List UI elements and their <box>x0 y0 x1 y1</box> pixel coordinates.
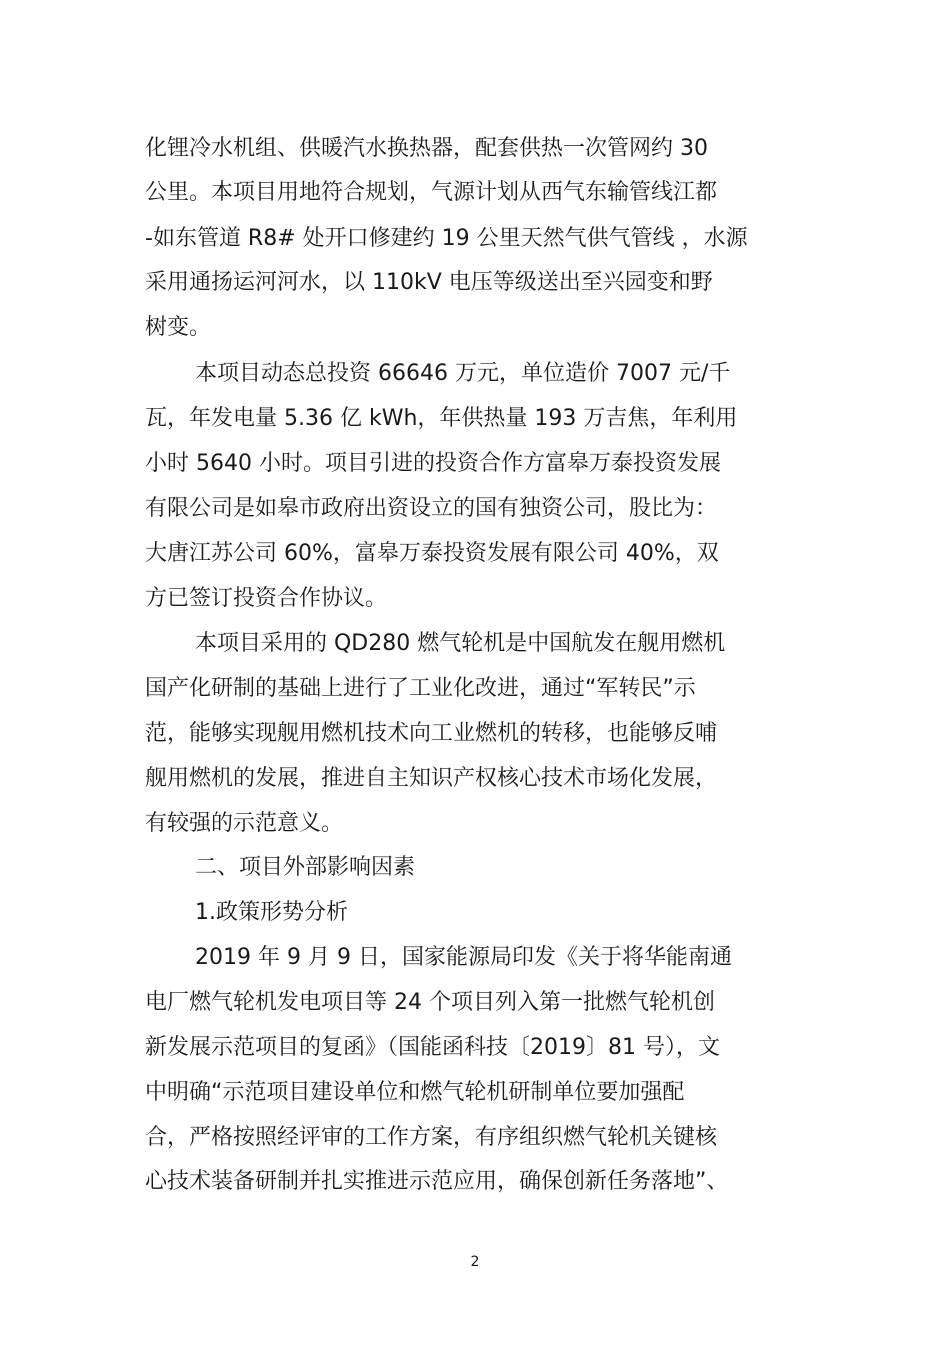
text-line: 化锂冷水机组、供暖汽水换热器，配套供热一次管网约 30 <box>145 136 708 161</box>
text-line: 范，能够实现舰用燃机技术向工业燃机的转移，也能够反哺 <box>145 721 718 746</box>
text-line: 小时 5640 小时。项目引进的投资合作方富皋万泰投资发展 <box>145 451 721 476</box>
text-line: 方已签订投资合作协议。 <box>145 586 388 611</box>
text-line: 瓦，年发电量 5.36 亿 kWh，年供热量 193 万吉焦，年利用 <box>145 406 738 431</box>
section-heading: 二、项目外部影响因素 <box>195 855 416 880</box>
text-line: -如东管道 R8# 处开口修建约 19 公里天然气供气管线 ，水源 <box>145 226 748 251</box>
text-line: 舰用燃机的发展，推进自主知识产权核心技术市场化发展， <box>145 766 718 791</box>
page-number: 2 <box>470 1254 480 1270</box>
text-line: 新发展示范项目的复函》（国能函科技〔2019〕81 号），文 <box>145 1035 720 1060</box>
text-line: 电厂燃气轮机发电项目等 24 个项目列入第一批燃气轮机创 <box>145 990 715 1015</box>
text-line: 国产化研制的基础上进行了工业化改进，通过“军转民”示 <box>145 676 696 701</box>
text-line: 有限公司是如皋市政府出资设立的国有独资公司，股比为： <box>145 496 718 521</box>
text-line: 合，严格按照经评审的工作方案，有序组织燃气轮机关键核 <box>145 1125 718 1150</box>
subsection-heading: 1.政策形势分析 <box>195 900 348 925</box>
text-line: 公里。本项目用地符合规划，气源计划从西气东输管线江都 <box>145 180 718 205</box>
text-line: 心技术装备研制并扎实推进示范应用，确保创新任务落地”、 <box>145 1169 729 1194</box>
paragraph-start-line: 本项目采用的 QD280 燃气轮机是中国航发在舰用燃机 <box>195 631 726 656</box>
paragraph-start-line: 2019 年 9 月 9 日，国家能源局印发《关于将华能南通 <box>195 945 732 970</box>
text-line: 树变。 <box>145 315 212 340</box>
text-line: 有较强的示范意义。 <box>145 811 344 836</box>
text-line: 采用通扬运河河水，以 110kV 电压等级送出至兴园变和野 <box>145 270 713 295</box>
text-line: 中明确“示范项目建设单位和燃气轮机研制单位要加强配 <box>145 1080 685 1105</box>
text-line: 大唐江苏公司 60%，富皋万泰投资发展有限公司 40%，双 <box>145 541 719 566</box>
paragraph-start-line: 本项目动态总投资 66646 万元，单位造价 7007 元/千 <box>195 361 731 386</box>
